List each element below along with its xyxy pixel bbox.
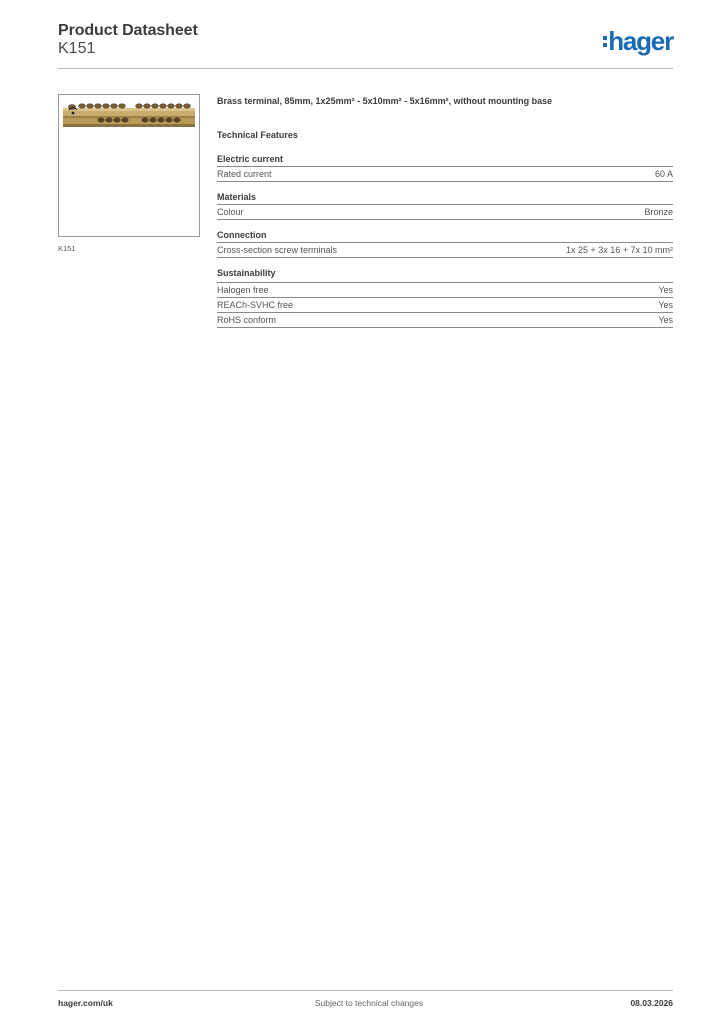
group-title: Sustainability bbox=[217, 268, 673, 283]
spec-label: Halogen free bbox=[217, 285, 269, 295]
spec-label: Rated current bbox=[217, 169, 272, 179]
spec-row bbox=[217, 167, 673, 182]
hager-logo bbox=[603, 26, 673, 56]
spec-value: Yes bbox=[658, 285, 673, 295]
brass-terminal-image bbox=[63, 99, 195, 127]
group-title: Electric current bbox=[217, 154, 673, 167]
spec-label: Colour bbox=[217, 207, 244, 217]
logo-text: hager bbox=[608, 26, 673, 56]
group-title: Connection bbox=[217, 230, 673, 243]
header-divider bbox=[58, 68, 673, 69]
spec-row bbox=[217, 313, 673, 328]
footer-notice: Subject to technical changes bbox=[314, 998, 424, 1008]
spec-value: 1x 25 + 3x 16 + 7x 10 mm² bbox=[565, 245, 673, 255]
product-description: Brass terminal, 85mm, 1x25mm² - 5x10mm² - 5x16mm², without mounting base bbox=[217, 96, 553, 106]
product-code: K151 bbox=[58, 40, 96, 57]
technical-features-heading: Technical Features bbox=[217, 130, 298, 140]
group-connection bbox=[217, 230, 673, 258]
logo-colon-icon bbox=[603, 36, 607, 47]
footer-divider bbox=[58, 990, 673, 991]
image-caption: K151 bbox=[58, 244, 76, 253]
spec-row bbox=[217, 283, 673, 298]
spec-label: RoHS conform bbox=[217, 315, 277, 325]
product-details bbox=[217, 95, 673, 328]
doc-title: Product Datasheet bbox=[58, 22, 198, 39]
spec-label: Cross-section screw terminals bbox=[217, 245, 338, 255]
group-materials bbox=[217, 192, 673, 220]
group-sustainability bbox=[217, 268, 673, 328]
group-title: Materials bbox=[217, 192, 673, 205]
spec-row bbox=[217, 243, 673, 258]
spec-value: Bronze bbox=[644, 207, 673, 217]
footer-date: 08.03.2026 bbox=[630, 998, 673, 1008]
group-electric-current bbox=[217, 154, 673, 182]
footer-website-link[interactable]: hager.com/uk bbox=[58, 998, 113, 1008]
spec-value: 60 A bbox=[654, 169, 673, 179]
spec-label: REACh-SVHC free bbox=[217, 300, 294, 310]
spec-row bbox=[217, 298, 673, 313]
spec-value: Yes bbox=[658, 300, 673, 310]
spec-value: Yes bbox=[658, 315, 673, 325]
page-header bbox=[58, 20, 673, 68]
product-image-frame bbox=[58, 94, 200, 237]
spec-row bbox=[217, 205, 673, 220]
